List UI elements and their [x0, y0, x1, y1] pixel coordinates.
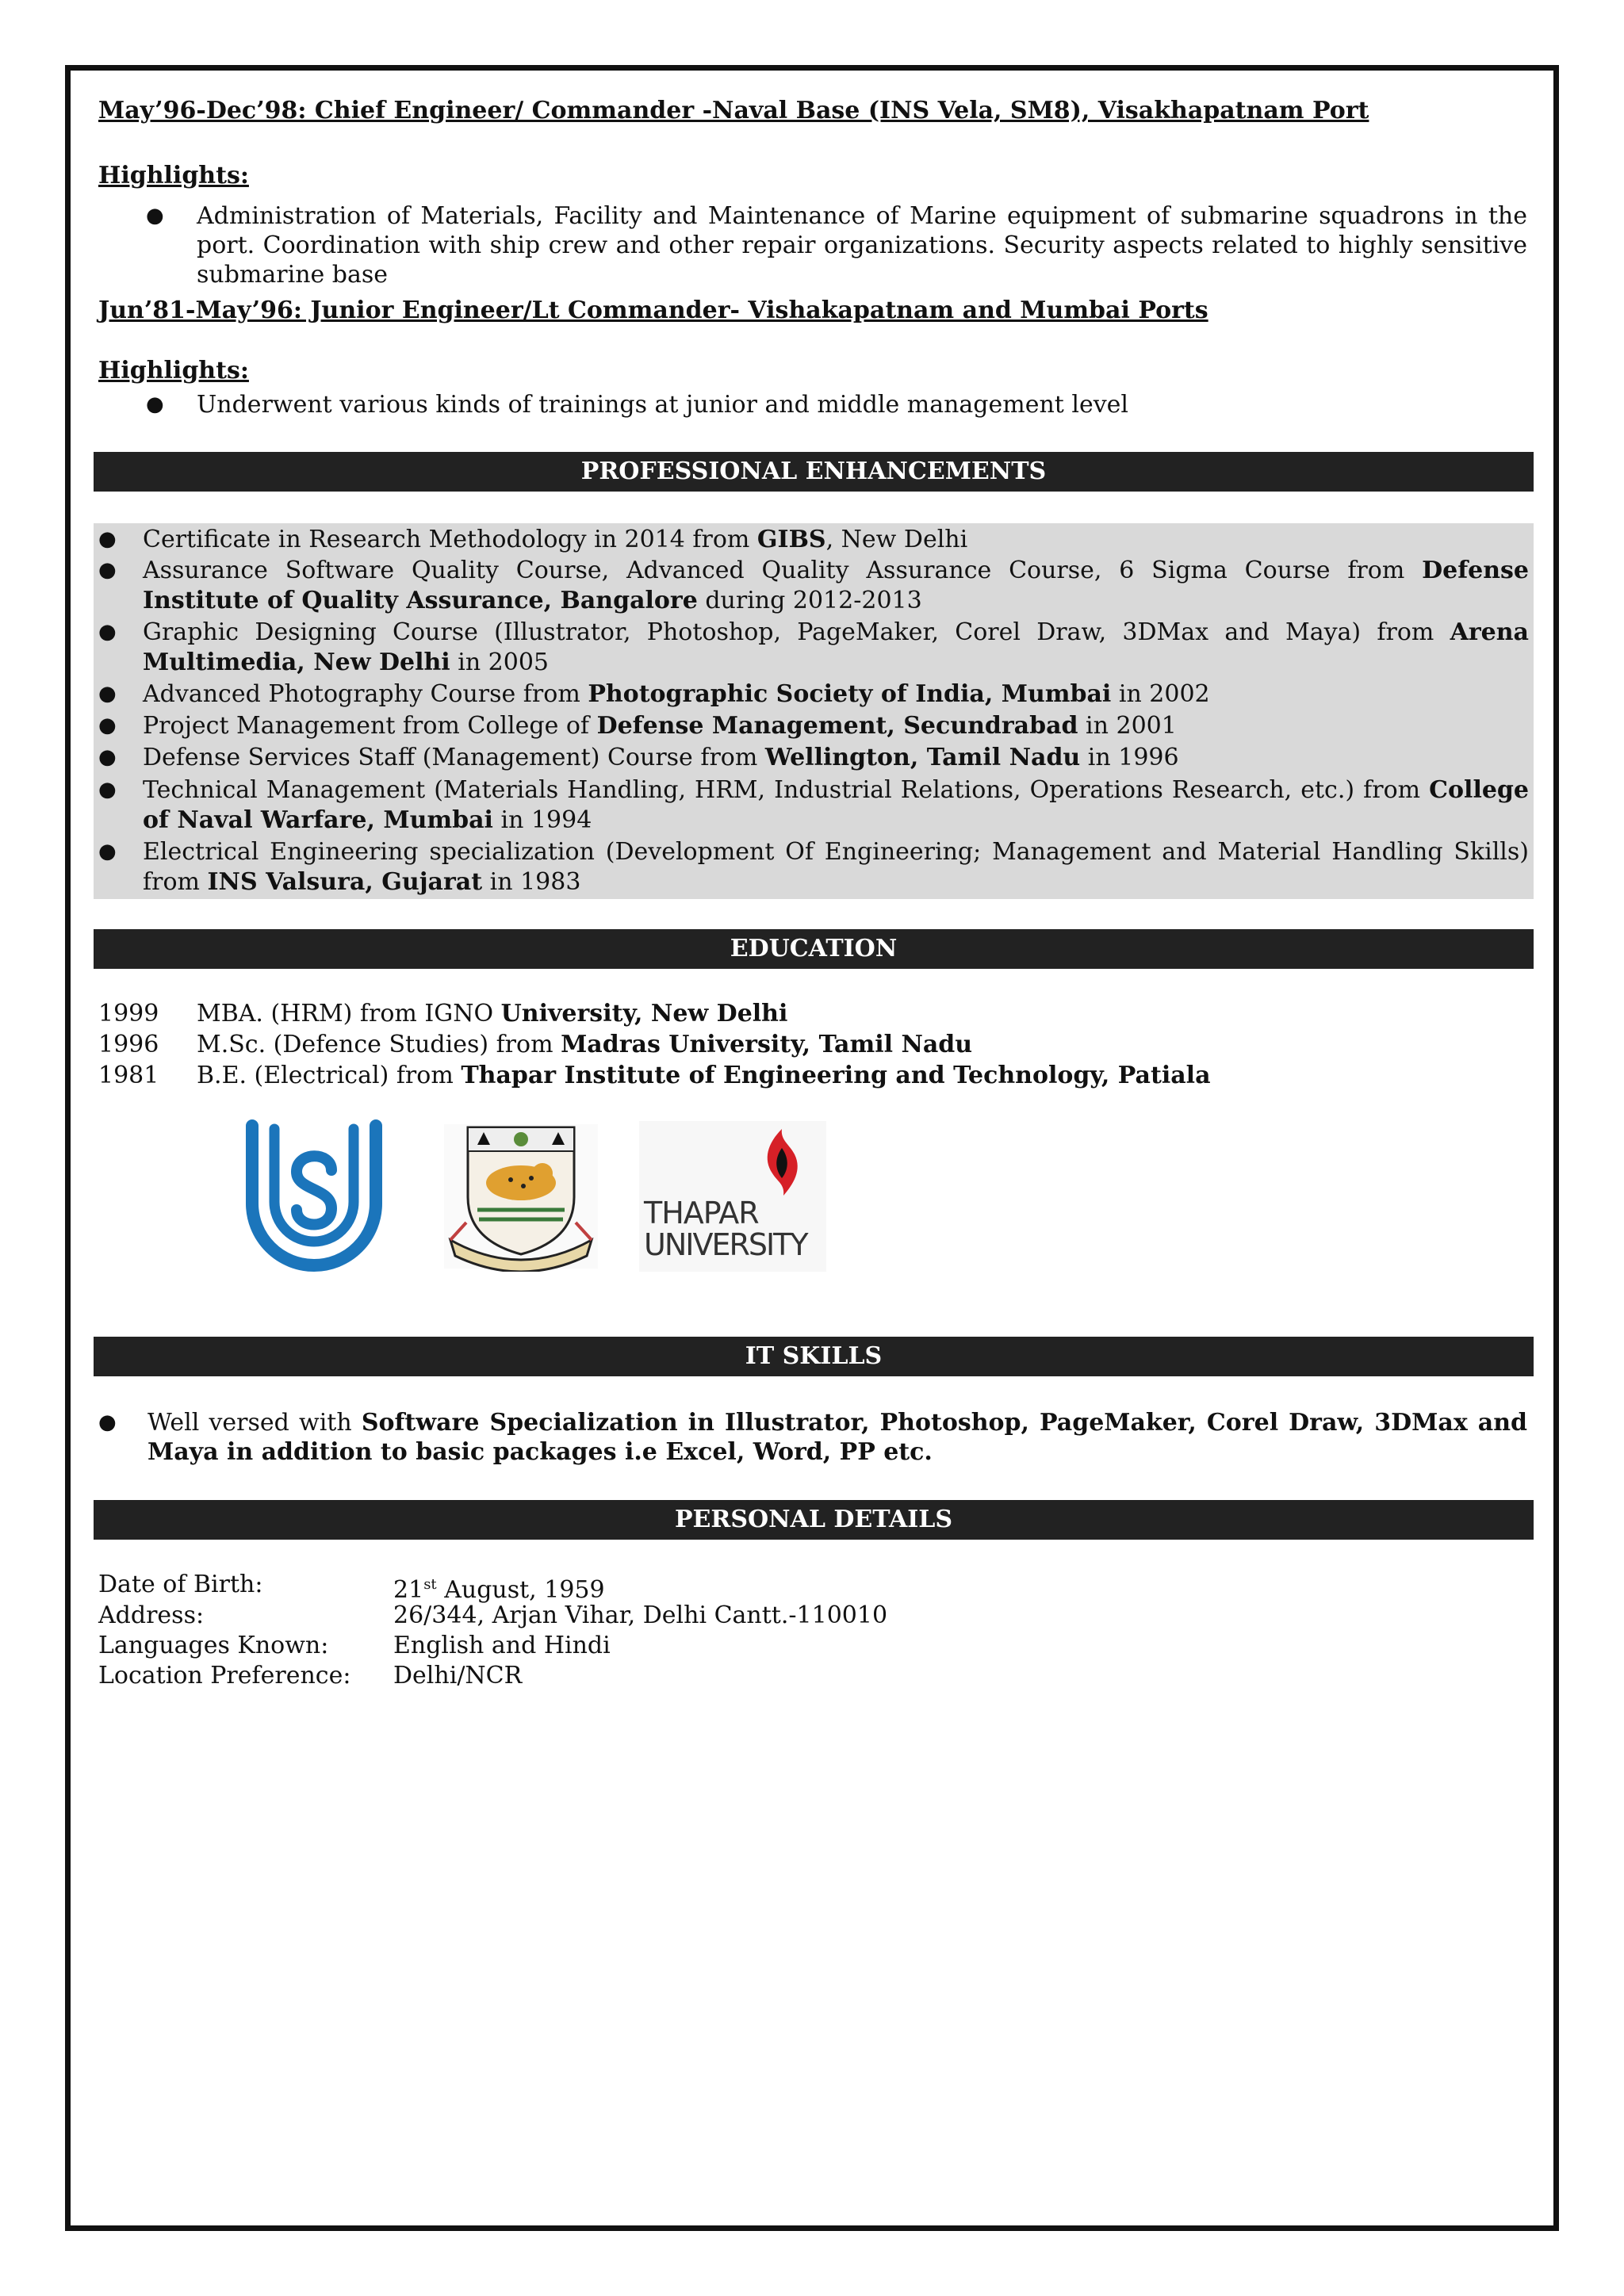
list-item: ● Certificate in Research Methodology in 2014 from GIBS, New Delhi — [98, 526, 968, 553]
thapar-text-line1: THAPAR — [644, 1196, 759, 1230]
dob-value: 21st August, 1959 — [393, 1576, 605, 1604]
highlights-label-2: Highlights: — [98, 357, 249, 385]
education-year: 1981 — [98, 1062, 159, 1089]
list-item: ● Advanced Photography Course from Photographic Society of India, Mumbai in 2002 — [98, 680, 1210, 708]
job-title-1: May’96-Dec’98: Chief Engineer/ Commander -Naval Base (INS Vela, SM8), Visakhapatnam Port — [98, 97, 1369, 124]
list-item: ● Technical Management (Materials Handling, HRM, Industrial Relations, Operations Research, etc.) from College of Naval Warfare, Mumbai in 1994 — [98, 776, 1529, 834]
list-item: ● Graphic Designing Course (Illustrator, Photoshop, PageMaker, Corel Draw, 3DMax and Maya) from Arena Multimedia, New Delhi in 2005 — [98, 618, 1529, 676]
location-label: Location Preference: — [98, 1662, 351, 1689]
languages-label: Languages Known: — [98, 1632, 329, 1659]
list-item: ● Electrical Engineering specialization (Development Of Engineering; Management and Material Handling Skills) from INS Valsura, Gujarat in 1983 — [98, 838, 1529, 896]
bullet-dot: ● — [98, 1410, 117, 1434]
madras-university-crest — [438, 1121, 604, 1272]
section-header-personal: PERSONAL DETAILS — [94, 1500, 1534, 1540]
languages-value: English and Hindi — [393, 1632, 611, 1659]
section-header-professional: PROFESSIONAL ENHANCEMENTS — [94, 452, 1534, 492]
enhancements-list — [94, 523, 1534, 899]
job-1-highlight: Administration of Materials, Facility and Maintenance of Marine equipment of submarine squadrons in the port. Coordination with ship crew and other repair organizations. Security aspects related to highly sensitive submarine base — [197, 202, 1527, 289]
list-item: ● Assurance Software Quality Course, Advanced Quality Assurance Course, 6 Sigma Course from Defense Institute of Quality Assurance, Bangalore during 2012-2013 — [98, 557, 1529, 614]
education-year: 1999 — [98, 1000, 159, 1027]
bullet-dot: ● — [146, 204, 164, 228]
job-title-2: Jun’81-May’96: Junior Engineer/Lt Commander- Vishakapatnam and Mumbai Ports — [98, 297, 1208, 324]
section-header-education: EDUCATION — [94, 929, 1534, 969]
education-degree: M.Sc. (Defence Studies) from Madras University, Tamil Nadu — [197, 1031, 973, 1058]
section-header-it-skills: IT SKILLS — [94, 1337, 1534, 1376]
list-item: ● Defense Services Staff (Management) Course from Wellington, Tamil Nadu in 1996 — [98, 744, 1179, 771]
education-degree: B.E. (Electrical) from Thapar Institute of Engineering and Technology, Patiala — [197, 1062, 1211, 1089]
highlights-label-1: Highlights: — [98, 162, 249, 189]
flame-icon — [758, 1127, 806, 1199]
bullet-dot: ● — [146, 392, 164, 416]
address-value: 26/344, Arjan Vihar, Delhi Cantt.-110010 — [393, 1601, 888, 1629]
job-2-highlight: Underwent various kinds of trainings at junior and middle management level — [197, 391, 1129, 419]
ignou-logo — [235, 1116, 393, 1283]
location-value: Delhi/NCR — [393, 1662, 523, 1689]
thapar-text-line2: UNIVERSITY — [644, 1227, 807, 1262]
it-skills-text: Well versed with Software Specialization in Illustrator, Photoshop, PageMaker, Corel Draw, 3DMax and Maya in addition to basic packages i.e Excel, Word, PP etc. — [147, 1409, 1527, 1466]
education-year: 1996 — [98, 1031, 159, 1058]
thapar-logo — [639, 1121, 826, 1272]
dob-label: Date of Birth: — [98, 1571, 263, 1598]
address-label: Address: — [98, 1601, 205, 1629]
list-item: ● Project Management from College of Defense Management, Secundrabad in 2001 — [98, 712, 1177, 740]
education-degree: MBA. (HRM) from IGNO University, New Delhi — [197, 1000, 788, 1027]
